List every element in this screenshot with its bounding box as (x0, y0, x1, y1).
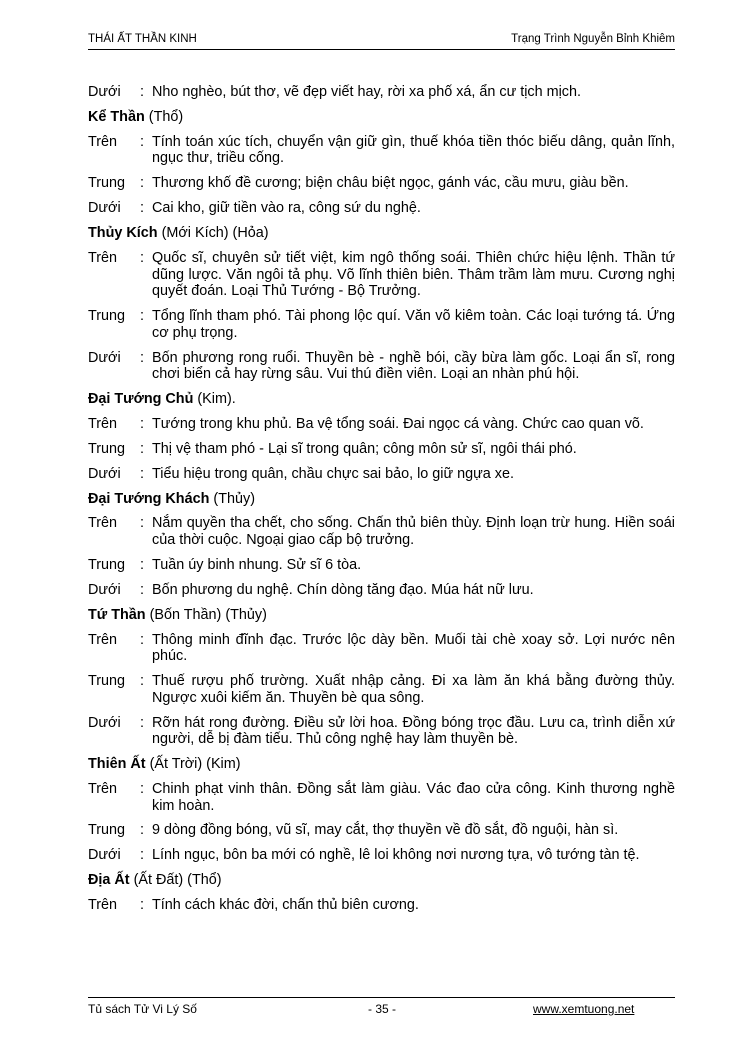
entry-text: Tướng trong khu phủ. Ba vệ tổng soái. Đai ngọc cá vàng. Chức cao quan võ. (152, 415, 644, 432)
header-author: Trạng Trình Nguyễn Bỉnh Khiêm (511, 33, 675, 45)
entry-row (88, 847, 675, 864)
entry-colon: : (140, 581, 144, 598)
entry-label: Dưới (88, 465, 121, 482)
entry-label: Dưới (88, 581, 121, 598)
entry-text: 9 dòng đồng bóng, vũ sĩ, may cắt, thợ thuyền về đồ sắt, đồ nguội, hàn sì. (152, 822, 619, 839)
entry-row (88, 350, 675, 383)
section-name: Địa Ất (88, 872, 130, 889)
page-body (88, 84, 675, 922)
entry-text: Nắm quyền tha chết, cho sống. Chấn thủ biên thùy. Định loạn trừ hung. Hiền soái của thời cuộc. Ngoại giao cấp bộ trưởng. (152, 515, 675, 549)
entry-text: Tiểu hiệu trong quân, chầu chực sai bảo, lo giữ ngựa xe. (152, 465, 514, 482)
entry-colon: : (140, 673, 144, 690)
entry-text: Nho nghèo, bút thơ, vẽ đẹp viết hay, rời xa phố xá, ẩn cư tịch mịch. (152, 84, 582, 100)
entry-text: Tổng lĩnh tham phó. Tài phong lộc quí. Văn võ kiêm toàn. Các loại tướng tá. Ứng cơ phụ trọng. (152, 308, 675, 341)
section-name: Thiên Ất (88, 756, 146, 773)
entry-row (88, 441, 675, 458)
entry-row (88, 673, 675, 706)
entry-colon: : (140, 349, 144, 366)
section-heading (88, 607, 675, 624)
footer-series-title: Tủ sách Tử Vi Lý Số (88, 1002, 197, 1016)
section-note: (Ất Đất) (Thổ) (133, 872, 222, 889)
entry-label: Trên (88, 631, 118, 648)
entry-colon: : (140, 465, 144, 482)
entry-text: Thị vệ tham phó - Lại sĩ trong quân; công môn sử sĩ, ngôi thái phó. (152, 440, 577, 457)
entry-row (88, 466, 675, 483)
entry-row (88, 84, 675, 101)
entry-label: Trên (88, 515, 118, 532)
entry-colon: : (140, 822, 144, 839)
entry-colon: : (140, 133, 144, 150)
entry-text: Quốc sĩ, chuyên sử tiết việt, kim ngô thống soái. Thiên chức hiệu lệnh. Thần tứ dũng lược. Văn ngôi tả phụ. Võ lĩnh thiên biên. Thâm trầm làm mưu. Cương nghị quyết đoán. Loại Thủ Tướng - Bộ Trưởng. (152, 249, 675, 300)
entry-colon: : (140, 780, 144, 797)
entry-label: Trên (88, 415, 118, 432)
entry-colon: : (140, 631, 144, 648)
footer-website-link[interactable]: www.xemtuong.net (533, 1002, 635, 1016)
header-divider (88, 49, 675, 50)
section-note: (Bốn Thần) (Thủy) (149, 606, 267, 623)
entry-colon: : (140, 249, 144, 266)
entry-label: Dưới (88, 847, 121, 864)
entry-label: Trung (88, 822, 126, 839)
entry-label: Trên (88, 133, 118, 150)
entry-row (88, 822, 675, 839)
page-number: - 35 - (368, 1002, 397, 1016)
entry-row (88, 557, 675, 574)
entry-label: Dưới (88, 714, 121, 731)
entry-row (88, 200, 675, 217)
entry-colon: : (140, 515, 144, 532)
entry-label: Dưới (88, 349, 121, 366)
entry-label: Trung (88, 175, 126, 192)
entry-row (88, 781, 675, 814)
page-header (88, 32, 675, 46)
entry-row (88, 582, 675, 599)
entry-label: Trung (88, 673, 126, 690)
entry-row (88, 134, 675, 167)
entry-text: Bốn phương du nghệ. Chín dòng tăng đạo. Múa hát nữ lưu. (152, 581, 534, 598)
entry-colon: : (140, 714, 144, 731)
entry-colon: : (140, 556, 144, 573)
section-note: (Thủy) (213, 490, 255, 507)
section-heading (88, 872, 675, 889)
entry-row (88, 416, 675, 433)
entry-row (88, 897, 675, 914)
entry-colon: : (140, 308, 144, 325)
entry-label: Trên (88, 249, 118, 266)
entry-text: Tính toán xúc tích, chuyển vận giữ gìn, thuế khóa tiền thóc biếu dâng, quản lĩnh, ngục thư, triều cống. (152, 133, 675, 167)
section-note: (Thổ) (148, 108, 184, 125)
entry-row (88, 175, 675, 192)
entry-text: Thuế rượu phố trường. Xuất nhập cảng. Đi xa làm ăn khá bằng đường thủy. Ngược xuôi kiếm ăn. Thuyền bè qua sông. (152, 673, 675, 706)
entry-colon: : (140, 897, 144, 914)
section-heading (88, 225, 675, 242)
section-heading (88, 109, 675, 126)
entry-text: Cai kho, giữ tiền vào ra, công sứ du nghệ. (152, 200, 421, 217)
entry-row (88, 632, 675, 665)
entry-label: Trên (88, 897, 118, 914)
entry-text: Chinh phạt vinh thân. Đồng sắt làm giàu. Vác đao cửa công. Kinh thương nghề kim hoàn. (152, 780, 675, 814)
section-name: Đại Tướng Chủ (88, 390, 194, 407)
section-heading (88, 391, 675, 408)
entry-text: Thông minh đĩnh đạc. Trước lộc dày bền. Muối tài chè xoay sở. Lợi nước nên phúc. (152, 631, 675, 665)
entry-colon: : (140, 415, 144, 432)
entry-text: Rỡn hát rong đường. Điều sử lời hoa. Đồng bóng trọc đầu. Lưu ca, trình diễn xứ người, dễ bị đàm tiếu. Thủ công nghệ hay làm thuyền bè. (152, 714, 675, 748)
entry-label: Trung (88, 440, 126, 457)
entry-text: Thương khố đề cương; biện châu biệt ngọc, gánh vác, cầu mưu, giàu bền. (152, 175, 629, 192)
entry-colon: : (140, 175, 144, 192)
entry-label: Dưới (88, 84, 121, 100)
entry-label: Dưới (88, 200, 121, 217)
section-name: Tứ Thần (88, 606, 146, 623)
footer-divider (88, 997, 675, 998)
header-book-title: THÁI ẤT THẦN KINH (88, 33, 197, 45)
entry-colon: : (140, 440, 144, 457)
entry-colon: : (140, 84, 144, 100)
section-note: (Mới Kích) (Hỏa) (161, 225, 269, 242)
entry-colon: : (140, 847, 144, 864)
section-note: (Ất Trời) (Kim) (149, 756, 241, 773)
section-name: Thủy Kích (88, 225, 158, 242)
entry-text: Tuần úy binh nhung. Sử sĩ 6 tòa. (152, 556, 362, 573)
entry-row (88, 515, 675, 548)
entry-text: Bốn phương rong ruổi. Thuyền bè - nghề bói, cầy bừa làm gốc. Loại ẩn sĩ, rong chơi biển cả hay rừng sâu. Vui thú điền viên. Loại an nhàn phú hội. (152, 349, 675, 383)
entry-row (88, 715, 675, 748)
entry-text: Tính cách khác đời, chấn thủ biên cương. (152, 897, 419, 914)
entry-label: Trên (88, 780, 118, 797)
section-heading (88, 491, 675, 508)
entry-colon: : (140, 200, 144, 217)
entry-row (88, 308, 675, 341)
entry-label: Trung (88, 556, 126, 573)
entry-text: Lính ngục, bôn ba mới có nghề, lê loi không nơi nương tựa, vô tướng tàn tệ. (152, 847, 640, 864)
section-heading (88, 756, 675, 773)
section-name: Kể Thần (88, 108, 145, 125)
entry-row (88, 250, 675, 300)
entry-label: Trung (88, 308, 126, 325)
section-name: Đại Tướng Khách (88, 490, 210, 507)
section-note: (Kim). (197, 390, 236, 407)
